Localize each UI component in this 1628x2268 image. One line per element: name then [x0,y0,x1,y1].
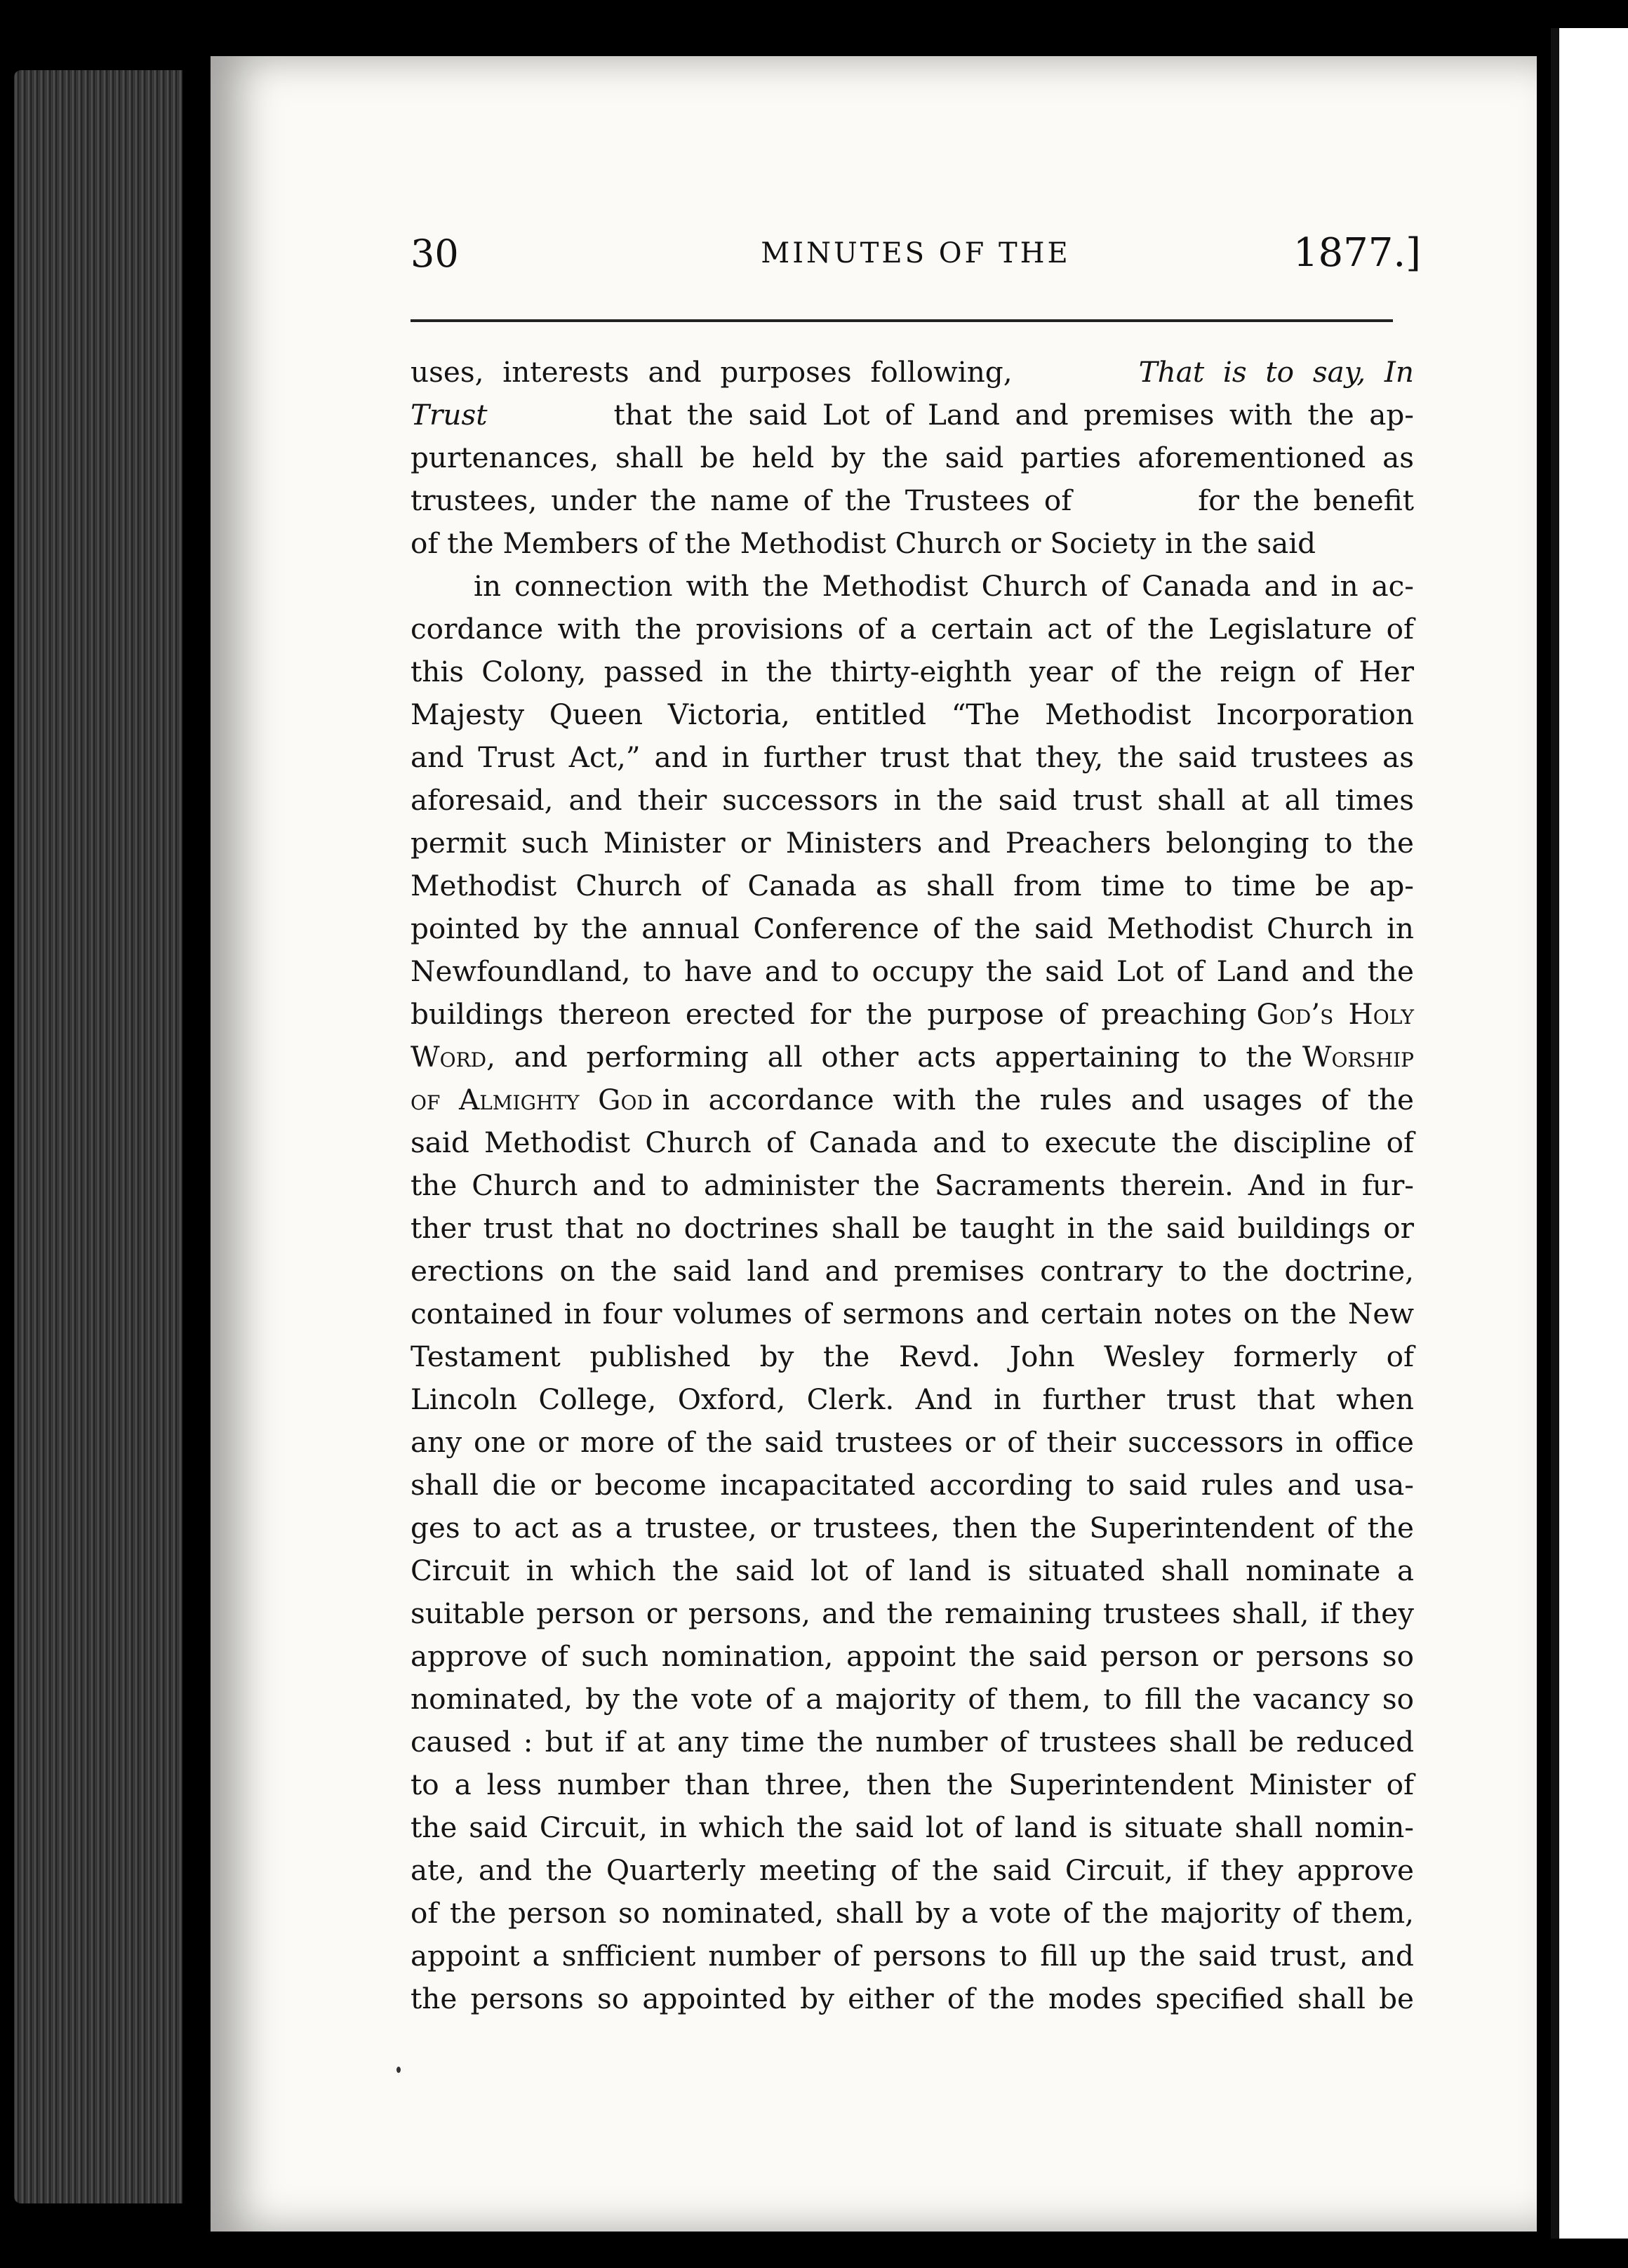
text-line [411,779,1414,822]
text-line [411,608,1414,651]
text-segment: uses, interests and purposes following, [411,355,1013,389]
text-segment: ther trust that no doctrines shall be taught in the said buildings or [411,1211,1414,1245]
text-line [411,1549,1414,1592]
text-segment: this Colony, passed in the thirty-eighth year of the reign of Her [411,655,1414,688]
text-segment: God’s Holy [1256,997,1415,1031]
book-page-edges [14,70,182,2203]
text-line [411,736,1414,779]
text-segment: purtenances, shall be held by the said parties aforementioned as [411,441,1414,474]
text-segment: contained in four volumes of sermons and certain notes on the New [411,1297,1414,1330]
text-segment: aforesaid, and their successors in the said trust shall at all times [411,783,1414,817]
page-header [411,225,1421,288]
text-segment: Newfoundland, to have and to occupy the said Lot of Land and the [411,954,1414,988]
text-segment: and Trust Act,” and in further trust that they, the said trustees as [411,740,1414,774]
text-segment: Testament published by the Revd. John Wesley formerly of [411,1340,1414,1373]
text-segment: shall die or become incapacitated according to said rules and usa- [411,1468,1414,1502]
text-segment: That is to say, In [1138,355,1414,389]
text-line [411,1977,1414,2020]
page-number: 30 [411,232,459,276]
header-rule [411,319,1393,322]
text-line [411,1849,1414,1892]
text-segment: the persons so appointed by either of the modes specified shall be [411,1982,1414,2015]
text-segment: Word [411,1040,487,1074]
text-line [411,865,1414,907]
text-line [411,436,1414,479]
text-line [411,1335,1414,1378]
text-segment: ate, and the Quarterly meeting of the said Circuit, if they approve [411,1853,1414,1887]
header-year: 1877.] [1293,230,1421,276]
text-line [411,1378,1414,1421]
text-line [411,1293,1414,1335]
text-segment: caused : but if at any time the number of trustees shall be reduced [411,1725,1414,1759]
text-segment: cordance with the provisions of a certain act of the Legislature of [411,612,1414,646]
text-line [411,1635,1414,1678]
text-line [411,1592,1414,1635]
text-line [411,1079,1414,1121]
text-line [411,651,1414,693]
ink-speck-bottom [396,2067,401,2073]
text-segment: for the benefit [1198,483,1414,517]
text-segment: Lincoln College, Oxford, Clerk. And in further trust that when [411,1382,1414,1416]
facing-page-edge [1551,28,1628,2239]
text-segment: pointed by the annual Conference of the said Methodist Church in [411,912,1414,945]
text-line [411,1164,1414,1207]
text-segment: trustees, under the name of the Trustees of [411,483,1072,517]
text-segment: nominated, by the vote of a majority of them, to fill the vacancy so [411,1682,1414,1716]
text-segment: ges to act as a trustee, or trustees, then the Superintendent of the [411,1511,1414,1545]
body-text [411,351,1414,2020]
running-title: MINUTES OF THE [761,237,1071,269]
text-line [411,1721,1414,1763]
text-line [411,1464,1414,1507]
text-line [411,479,1414,522]
text-segment: of Almighty God [411,1083,653,1116]
text-segment: the said Circuit, in which the said lot of land is situate shall nomin- [411,1810,1414,1844]
text-segment: the Church and to administer the Sacraments therein. And in fur- [411,1168,1414,1202]
text-line [411,394,1414,436]
text-line [411,693,1414,736]
text-segment: any one or more of the said trustees or of their successors in office [411,1425,1414,1459]
text-line [411,1935,1414,1977]
text-line [411,522,1414,565]
text-line [411,1121,1414,1164]
text-segment: Circuit in which the said lot of land is situated shall nominate a [411,1554,1414,1587]
text-segment: permit such Minister or Ministers and Preachers belonging to the [411,826,1414,860]
text-segment: in connection with the Methodist Church of Canada and in ac- [474,569,1414,603]
text-line [411,1421,1414,1464]
text-segment: suitable person or persons, and the remaining trustees shall, if they [411,1596,1414,1630]
text-line [411,1507,1414,1549]
text-line [411,1250,1414,1293]
text-line [411,1036,1414,1079]
text-segment: erections on the said land and premises contrary to the doctrine, [411,1254,1414,1288]
text-line [411,565,1414,608]
text-line [411,1806,1414,1849]
text-segment: Methodist Church of Canada as shall from time to time be ap- [411,869,1414,902]
text-line [411,1207,1414,1250]
text-line [411,1892,1414,1935]
text-segment: in accordance with the rules and usages of the [662,1083,1414,1116]
text-segment: said Methodist Church of Canada and to execute the discipline of [411,1126,1414,1159]
text-segment: that the said Lot of Land and premises with the ap- [613,398,1414,432]
text-line [411,822,1414,865]
text-segment: Worship [1302,1040,1414,1074]
text-segment: approve of such nomination, appoint the said person or persons so [411,1639,1414,1673]
text-line [411,907,1414,950]
text-line [411,1763,1414,1806]
text-line [411,351,1414,394]
text-line [411,1678,1414,1721]
text-segment: buildings thereon erected for the purpose of preaching [411,997,1247,1031]
text-segment: to a less number than three, then the Superintendent Minister of [411,1768,1414,1801]
text-line [411,993,1414,1036]
text-segment: of the Members of the Methodist Church or Society in the said [411,526,1316,560]
text-segment: Majesty Queen Victoria, entitled “The Methodist Incorporation [411,698,1414,731]
text-line [411,950,1414,993]
text-segment: Trust [411,398,488,432]
text-segment: of the person so nominated, shall by a vote of the majority of them, [411,1896,1414,1930]
text-segment: appoint a snfficient number of persons to fill up the said trust, and [411,1939,1414,1973]
text-segment: , and performing all other acts appertaining to the [486,1040,1293,1074]
